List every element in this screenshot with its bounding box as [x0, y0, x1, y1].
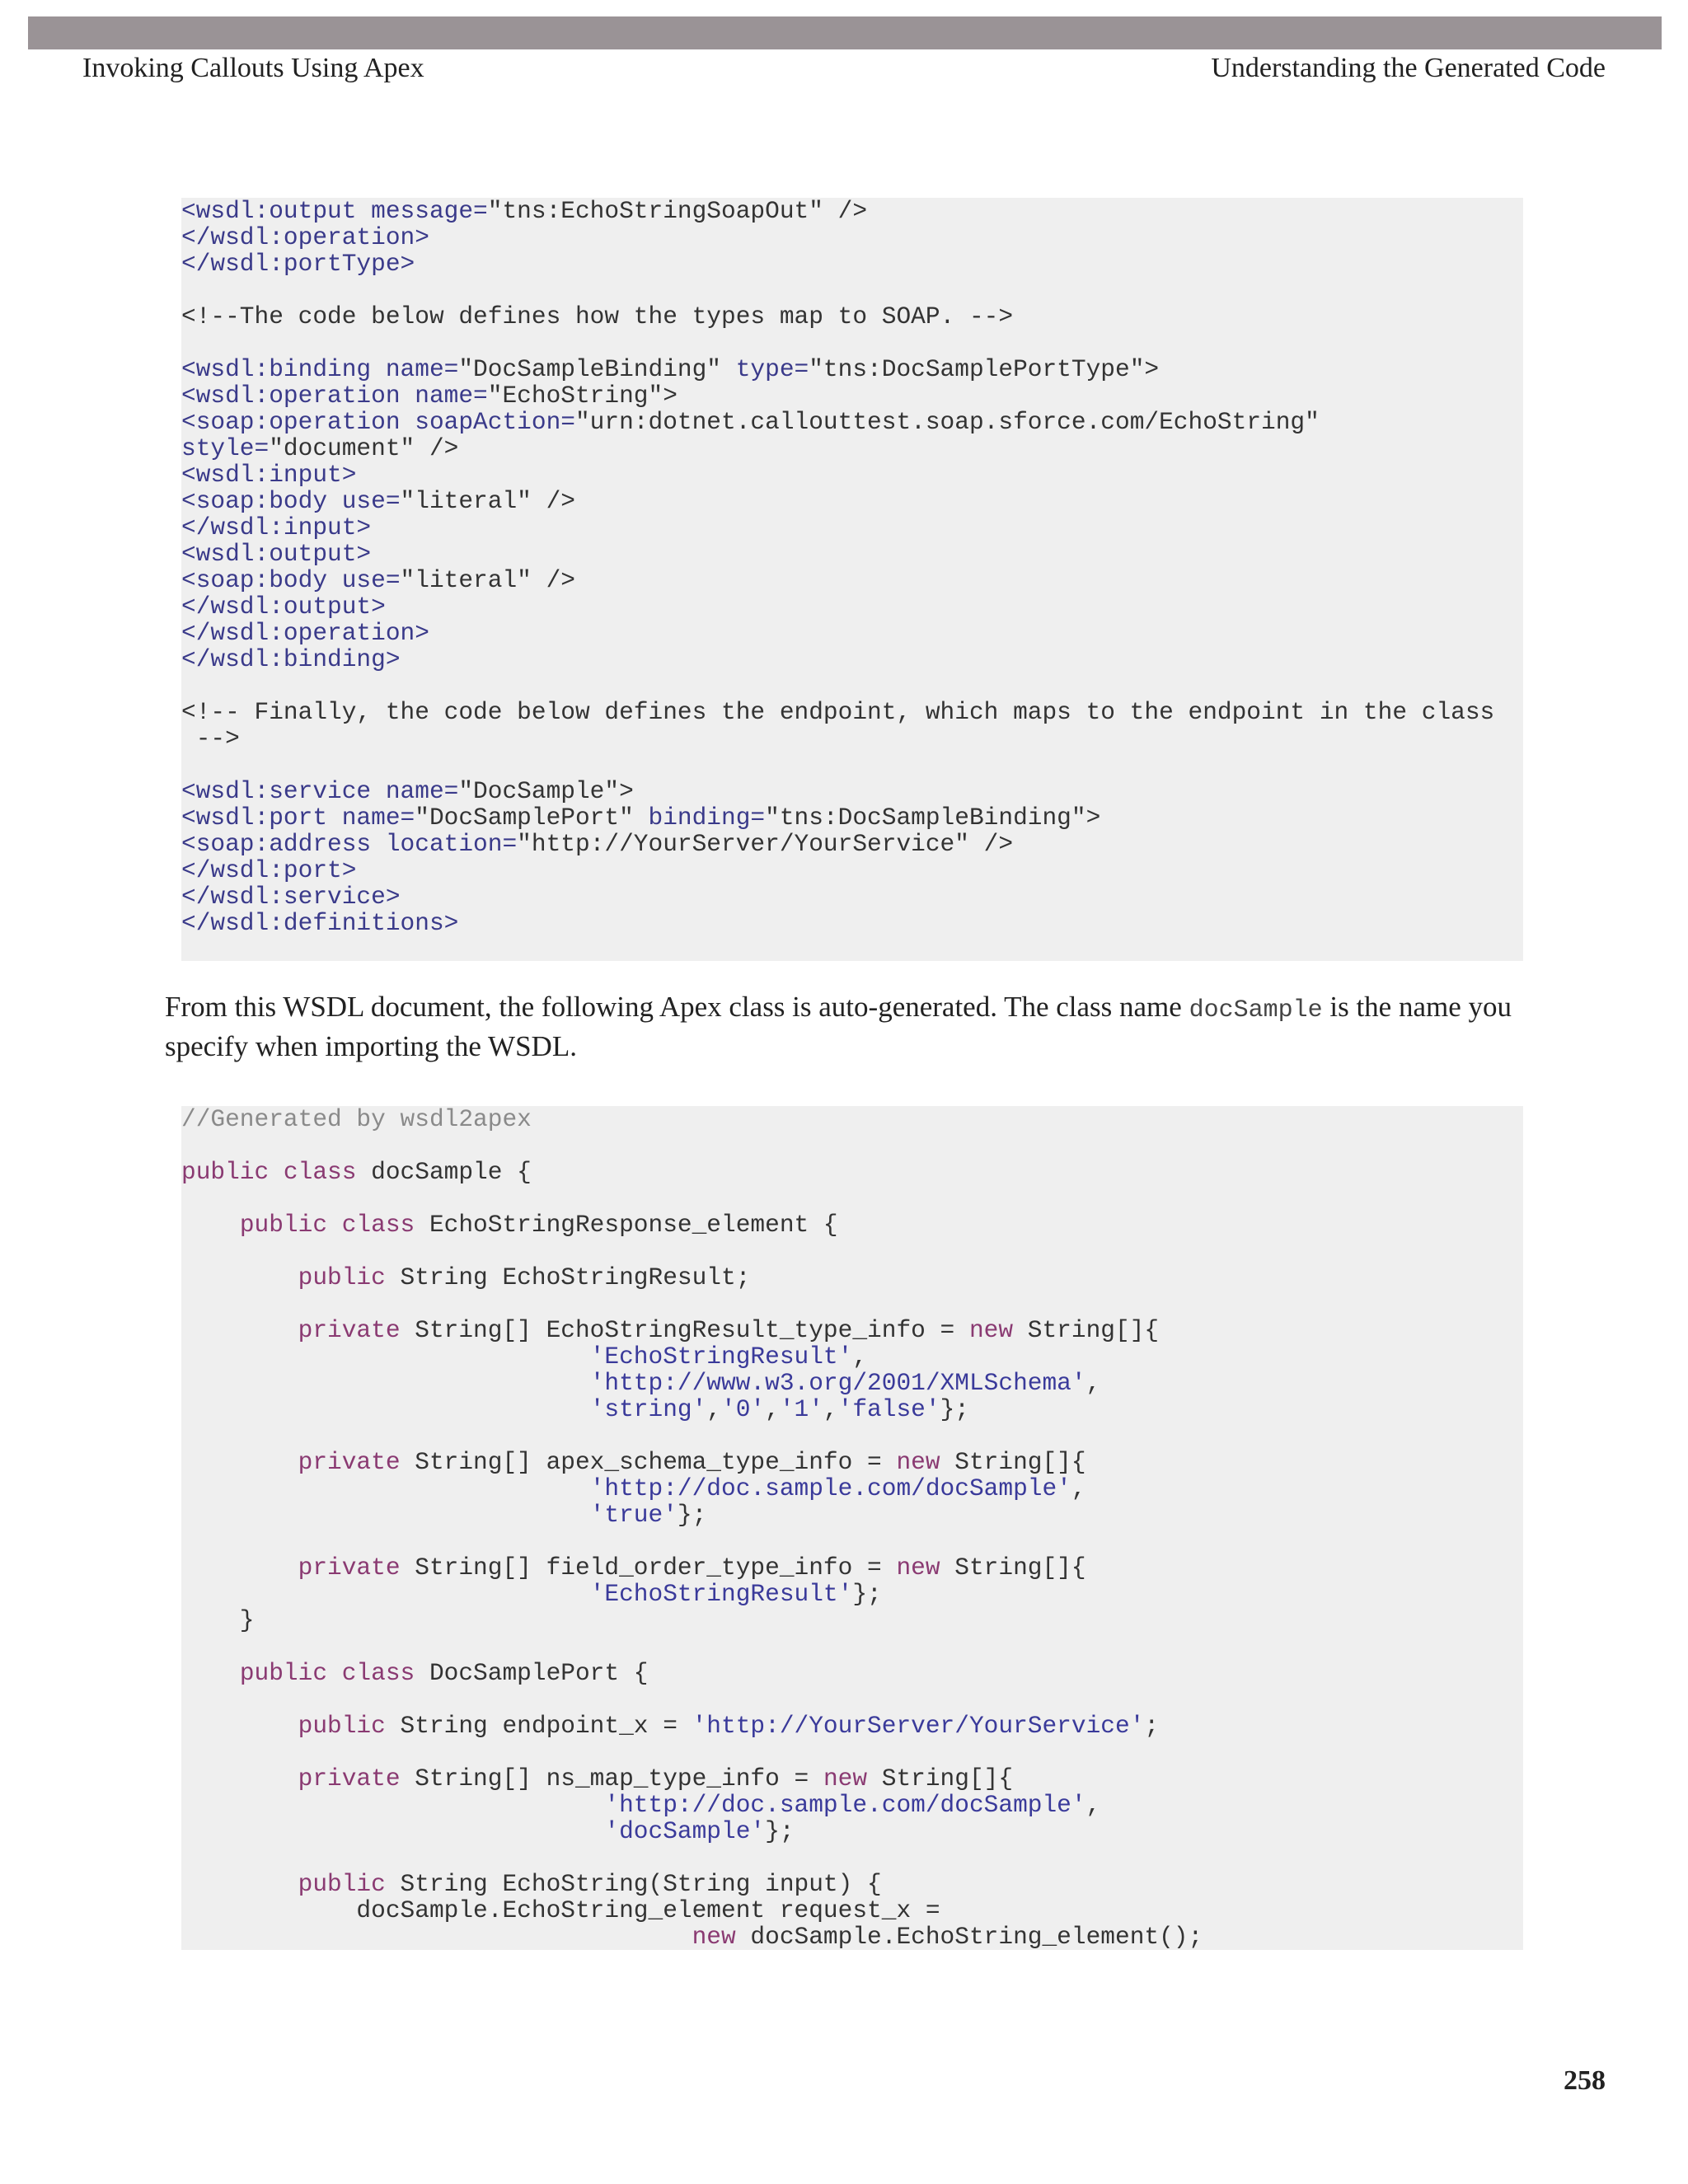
code-token: "urn:dotnet.callouttest.soap.sforce.com/EchoString"	[574, 408, 1320, 436]
code-token: String[] field_order_type_info =	[400, 1554, 897, 1582]
code-token: String[]{	[1013, 1316, 1160, 1344]
code-line	[181, 1475, 1523, 1502]
code-token: String[] ns_map_type_info =	[400, 1765, 823, 1793]
code-token: 'false'	[837, 1395, 940, 1423]
code-token: String[] EchoStringResult_type_info =	[400, 1316, 969, 1344]
code-token: '1'	[779, 1395, 823, 1423]
code-line	[181, 1686, 1523, 1713]
code-token: 'string'	[589, 1395, 707, 1423]
code-line	[181, 1818, 1523, 1844]
code-token: 'http://doc.sample.com/docSample'	[589, 1474, 1071, 1502]
code-token	[181, 1369, 590, 1397]
code-line	[181, 1106, 1523, 1132]
code-token: ,	[765, 1395, 780, 1423]
code-line	[181, 514, 1523, 541]
code-line	[181, 725, 1523, 752]
code-token: String EchoString(String input) {	[385, 1870, 882, 1898]
code-line	[181, 435, 1523, 462]
code-line	[181, 646, 1523, 673]
running-header-chapter: Invoking Callouts Using Apex	[82, 53, 424, 83]
code-token: new	[896, 1554, 940, 1582]
code-token: -->	[181, 724, 240, 752]
code-token: <!-- Finally, the code below defines the endpoint, which maps to the endpoint in the class	[181, 698, 1495, 726]
code-token: public	[298, 1712, 386, 1740]
code-line	[181, 356, 1523, 382]
code-token: "tns:DocSamplePortType">	[809, 355, 1160, 383]
code-token: "tns:DocSampleBinding">	[765, 804, 1101, 832]
code-token: </wsdl:operation>	[181, 619, 429, 647]
code-token: //Generated by wsdl2apex	[181, 1105, 532, 1133]
code-line	[181, 1396, 1523, 1422]
code-line	[181, 804, 1523, 831]
code-token: <soap:body use=	[181, 566, 401, 594]
paragraph-text-before: From this WSDL document, the following Apex class is auto-generated. The class name	[165, 991, 1189, 1023]
code-line	[181, 1291, 1523, 1317]
code-token: <soap:address location=	[181, 830, 518, 858]
code-line	[181, 1238, 1523, 1264]
code-token: "EchoString">	[487, 382, 678, 410]
code-token: ,	[1071, 1474, 1086, 1502]
code-token: </wsdl:portType>	[181, 250, 415, 278]
code-token: docSample {	[356, 1158, 532, 1186]
code-token: ,	[823, 1395, 838, 1423]
code-line	[181, 673, 1523, 699]
code-line	[181, 409, 1523, 435]
code-token: String endpoint_x =	[385, 1712, 692, 1740]
code-line	[181, 1607, 1523, 1633]
code-token: <wsdl:input>	[181, 461, 357, 489]
code-token: ;	[1144, 1712, 1160, 1740]
code-token	[181, 1395, 590, 1423]
code-token: 'EchoStringResult'	[589, 1343, 853, 1371]
code-token: </wsdl:port>	[181, 856, 357, 884]
code-token: };	[852, 1580, 882, 1608]
code-token: ,	[1085, 1369, 1101, 1397]
code-token: style=	[181, 434, 270, 462]
code-token	[181, 1923, 692, 1951]
code-line	[181, 1765, 1523, 1792]
code-line	[181, 1264, 1523, 1291]
code-line	[181, 1159, 1523, 1185]
paragraph-text-after: is the name you specify when importing the WSDL.	[165, 991, 1512, 1062]
code-line	[181, 1502, 1523, 1528]
code-token: "DocSampleBinding"	[458, 355, 736, 383]
code-line	[181, 1317, 1523, 1343]
code-line	[181, 1212, 1523, 1238]
code-line	[181, 382, 1523, 409]
code-token: '0'	[721, 1395, 766, 1423]
code-line	[181, 620, 1523, 646]
code-token	[181, 1791, 604, 1819]
code-token: DocSamplePort {	[415, 1659, 649, 1687]
code-token: </wsdl:input>	[181, 513, 372, 541]
code-token	[181, 1343, 590, 1371]
code-token: public	[298, 1870, 386, 1898]
code-token: "tns:EchoStringSoapOut" />	[487, 197, 868, 225]
code-token: String[]{	[940, 1448, 1086, 1476]
code-token: ,	[706, 1395, 722, 1423]
code-token: "literal" />	[400, 487, 575, 515]
code-token	[181, 1765, 298, 1793]
code-token: <wsdl:output message=	[181, 197, 488, 225]
code-line	[181, 778, 1523, 804]
code-token: <!--The code below defines how the types map to SOAP. -->	[181, 302, 1014, 330]
code-line	[181, 752, 1523, 778]
code-line	[181, 1924, 1523, 1950]
code-line	[181, 303, 1523, 330]
code-token: }	[181, 1606, 255, 1634]
code-token: </wsdl:binding>	[181, 645, 401, 673]
code-token: 'http://YourServer/YourService'	[692, 1712, 1145, 1740]
code-token: };	[765, 1817, 795, 1845]
top-banner-bar	[28, 16, 1662, 49]
code-token: new	[968, 1316, 1014, 1344]
code-token	[181, 1501, 590, 1529]
code-token: "literal" />	[400, 566, 575, 594]
code-token	[181, 1474, 590, 1502]
code-line	[181, 857, 1523, 883]
code-token: "document" />	[269, 434, 459, 462]
code-line	[181, 1871, 1523, 1897]
code-token	[181, 1817, 604, 1845]
wsdl-code-block	[181, 198, 1523, 961]
code-token: <wsdl:output>	[181, 540, 372, 568]
code-token: 'EchoStringResult'	[589, 1580, 853, 1608]
code-token: <soap:body use=	[181, 487, 401, 515]
code-token: 'docSample'	[604, 1817, 766, 1845]
page-number: 258	[1564, 2065, 1606, 2096]
code-token	[181, 1263, 298, 1291]
code-token: public class	[239, 1659, 415, 1687]
code-token: <wsdl:service name=	[181, 777, 459, 805]
code-token: "DocSamplePort"	[415, 804, 649, 832]
code-token: <wsdl:binding name=	[181, 355, 459, 383]
code-line	[181, 462, 1523, 488]
code-token: docSample.EchoString_element();	[735, 1923, 1203, 1951]
code-line	[181, 541, 1523, 567]
code-line	[181, 198, 1523, 224]
code-token: };	[940, 1395, 969, 1423]
code-token: new	[896, 1448, 940, 1476]
code-token: <wsdl:port name=	[181, 804, 415, 832]
code-token: </wsdl:output>	[181, 593, 386, 621]
code-token: "DocSample">	[458, 777, 634, 805]
code-line	[181, 1449, 1523, 1475]
running-header-section: Understanding the Generated Code	[1211, 53, 1606, 83]
code-line	[181, 1844, 1523, 1871]
code-token: docSample.EchoString_element request_x =	[181, 1896, 940, 1924]
code-line	[181, 1132, 1523, 1159]
code-token: String EchoStringResult;	[385, 1263, 751, 1291]
inline-code-classname: docSample	[1189, 996, 1323, 1024]
code-token	[181, 1870, 298, 1898]
code-token: private	[298, 1765, 401, 1793]
code-token	[181, 1712, 298, 1740]
code-token: 'http://doc.sample.com/docSample'	[604, 1791, 1086, 1819]
code-token: ,	[1085, 1791, 1101, 1819]
code-token: <wsdl:operation name=	[181, 382, 488, 410]
code-line	[181, 330, 1523, 356]
code-token: private	[298, 1316, 401, 1344]
code-token	[181, 1316, 298, 1344]
code-token: new	[692, 1923, 736, 1951]
body-paragraph	[165, 989, 1550, 1065]
code-line	[181, 224, 1523, 251]
code-line	[181, 1370, 1523, 1396]
code-line	[181, 1897, 1523, 1924]
code-line	[181, 567, 1523, 593]
code-line	[181, 831, 1523, 857]
code-token: new	[823, 1765, 868, 1793]
code-line	[181, 488, 1523, 514]
code-token: 'true'	[589, 1501, 678, 1529]
code-token: "http://YourServer/YourService" />	[517, 830, 1014, 858]
code-line	[181, 1185, 1523, 1212]
code-line	[181, 1581, 1523, 1607]
code-line	[181, 251, 1523, 277]
code-token: </wsdl:operation>	[181, 223, 429, 251]
code-token: ,	[852, 1343, 868, 1371]
code-token: private	[298, 1554, 401, 1582]
code-token: public class	[181, 1158, 357, 1186]
code-line	[181, 593, 1523, 620]
code-token: </wsdl:service>	[181, 883, 401, 911]
code-line	[181, 1343, 1523, 1370]
code-token	[181, 1554, 298, 1582]
code-line	[181, 1422, 1523, 1449]
code-line	[181, 883, 1523, 910]
code-token: private	[298, 1448, 401, 1476]
wsdl-code-listing	[181, 198, 1523, 936]
code-token: String[]{	[940, 1554, 1086, 1582]
code-line	[181, 1554, 1523, 1581]
code-token: binding=	[648, 804, 766, 832]
code-token	[181, 1448, 298, 1476]
code-token: </wsdl:definitions>	[181, 909, 459, 937]
code-line	[181, 699, 1523, 725]
code-token: type=	[735, 355, 809, 383]
code-token	[181, 1580, 590, 1608]
code-line	[181, 1528, 1523, 1554]
code-line	[181, 1739, 1523, 1765]
code-token: <soap:operation soapAction=	[181, 408, 575, 436]
code-token: };	[677, 1501, 707, 1529]
code-token: 'http://www.w3.org/2001/XMLSchema'	[589, 1369, 1086, 1397]
code-line	[181, 1660, 1523, 1686]
code-token: public class	[239, 1211, 415, 1239]
code-line	[181, 1633, 1523, 1660]
code-token: String[] apex_schema_type_info =	[400, 1448, 897, 1476]
code-line	[181, 910, 1523, 936]
code-token: public	[298, 1263, 386, 1291]
code-line	[181, 1713, 1523, 1739]
code-token	[181, 1659, 240, 1687]
code-line	[181, 1792, 1523, 1818]
apex-code-listing	[181, 1106, 1523, 1950]
code-token: String[]{	[867, 1765, 1014, 1793]
code-token: EchoStringResponse_element {	[415, 1211, 838, 1239]
apex-code-block	[181, 1106, 1523, 1950]
code-line	[181, 277, 1523, 303]
code-token	[181, 1211, 240, 1239]
